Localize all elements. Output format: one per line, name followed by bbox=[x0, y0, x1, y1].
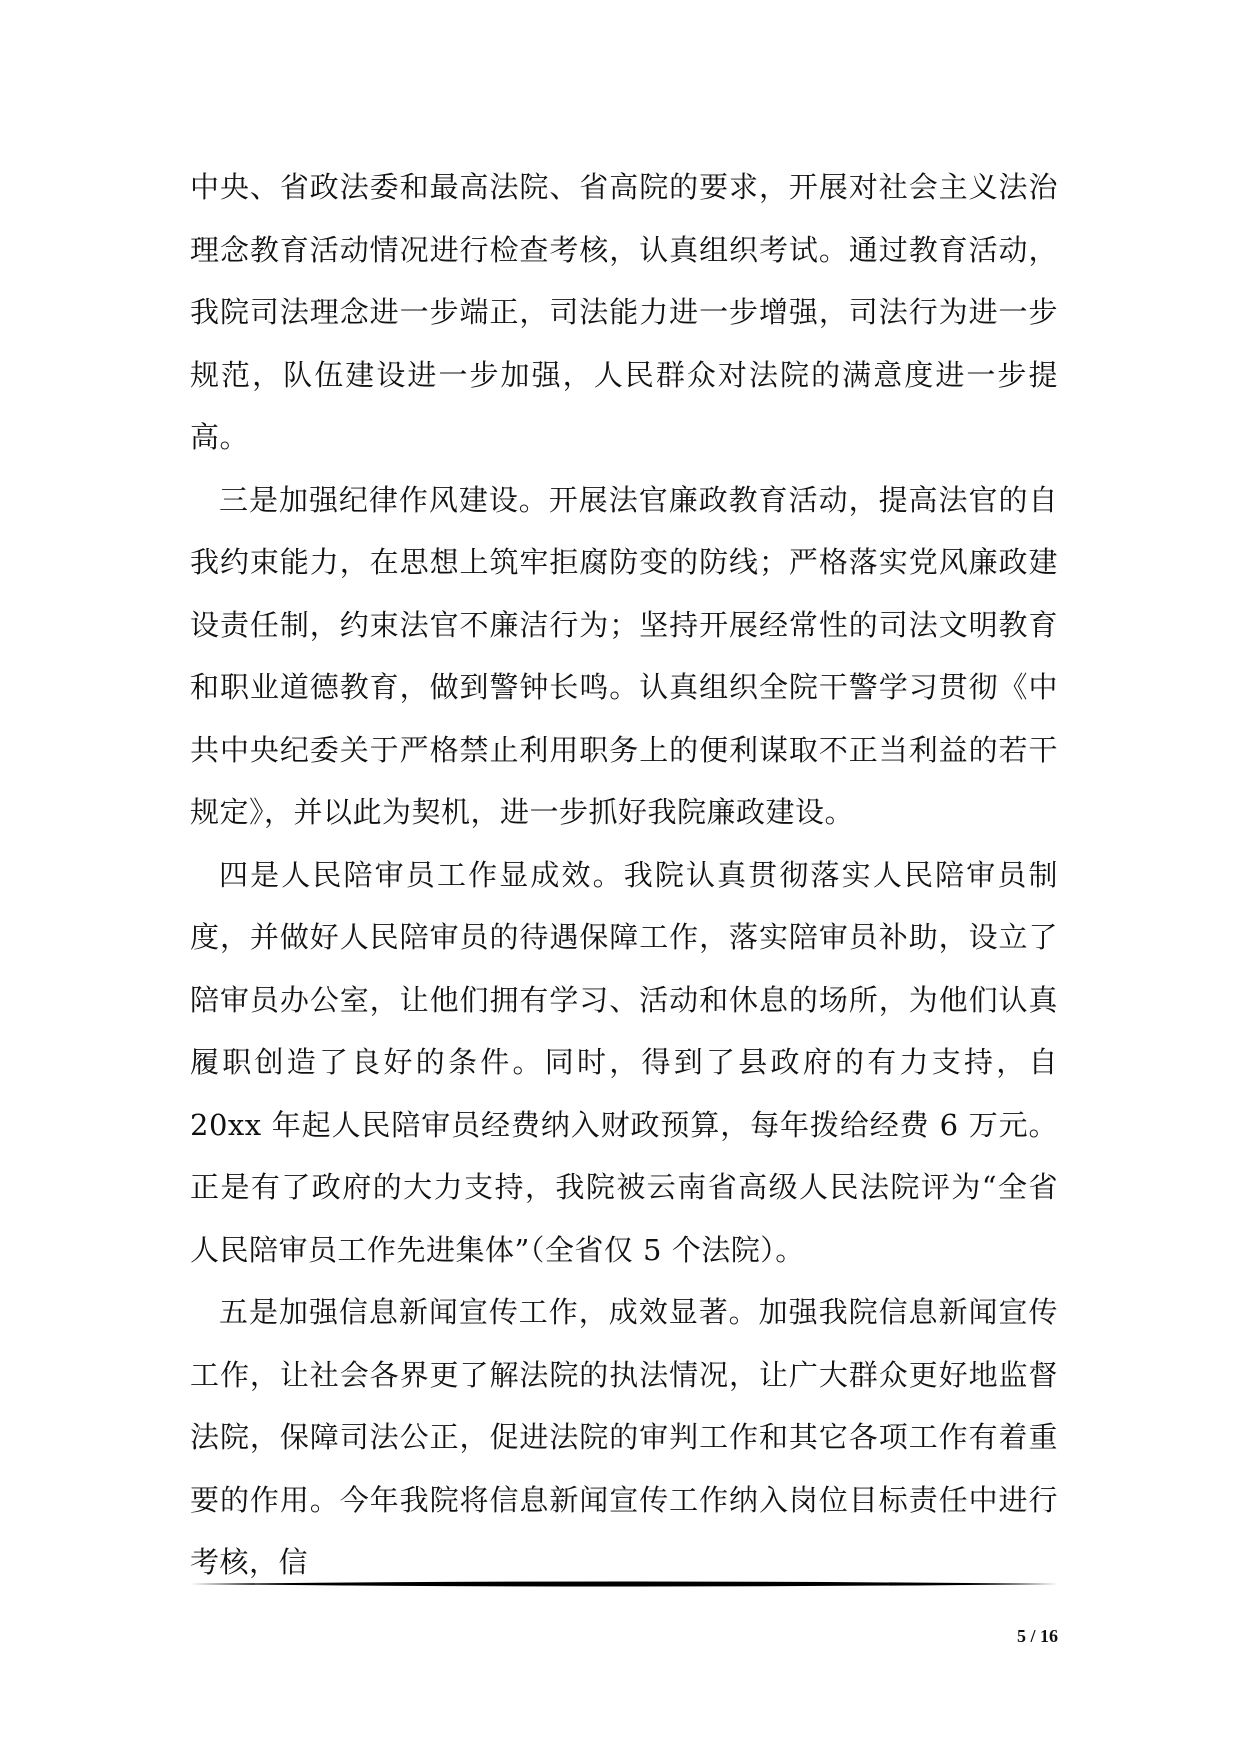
page-number: 5 / 16 bbox=[1016, 1626, 1058, 1646]
paragraph-continuation: 中央、省政法委和最高法院、省高院的要求，开展对社会主义法治理念教育活动情况进行检查考核，认真组织考试。通过教育活动，我院司法理念进一步端正，司法能力进一步增强，司法行为进一步规范，队伍建设进一步加强，人民群众对法院的满意度进一步提高。 bbox=[190, 170, 1058, 454]
footer-rule bbox=[190, 1580, 1058, 1588]
paragraph-juror: 四是人民陪审员工作显成效。我院认真贯彻落实人民陪审员制度，并做好人民陪审员的待遇保障工作，落实陪审员补助，设立了陪审员办公室，让他们拥有学习、活动和休息的场所，为他们认真履职创造了良好的条件。同时，得到了县政府的有力支持，自 20xx 年起人民陪审员经费纳入财政预算，每年拨给经费 6 万元。正是有了政府的大力支持，我院被云南省高级人民法院评为“全省人民陪审员工作先进集体”（全省仅 5 个法院）。 bbox=[190, 857, 1058, 1267]
body-text bbox=[190, 156, 1058, 1594]
paragraph-discipline: 三是加强纪律作风建设。开展法官廉政教育活动，提高法官的自我约束能力，在思想上筑牢拒腐防变的防线；严格落实党风廉政建设责任制，约束法官不廉洁行为；坚持开展经常性的司法文明教育和职业道德教育，做到警钟长鸣。认真组织全院干警学习贯彻《中共中央纪委关于严格禁止利用职务上的便利谋取不正当利益的若干规定》，并以此为契机，进一步抓好我院廉政建设。 bbox=[190, 482, 1058, 829]
paragraph-publicity: 五是加强信息新闻宣传工作，成效显著。加强我院信息新闻宣传工作，让社会各界更了解法院的执法情况，让广大群众更好地监督法院，保障司法公正，促进法院的审判工作和其它各项工作有着重要的作用。今年我院将信息新闻宣传工作纳入岗位目标责任中进行考核，信 bbox=[190, 1295, 1058, 1579]
